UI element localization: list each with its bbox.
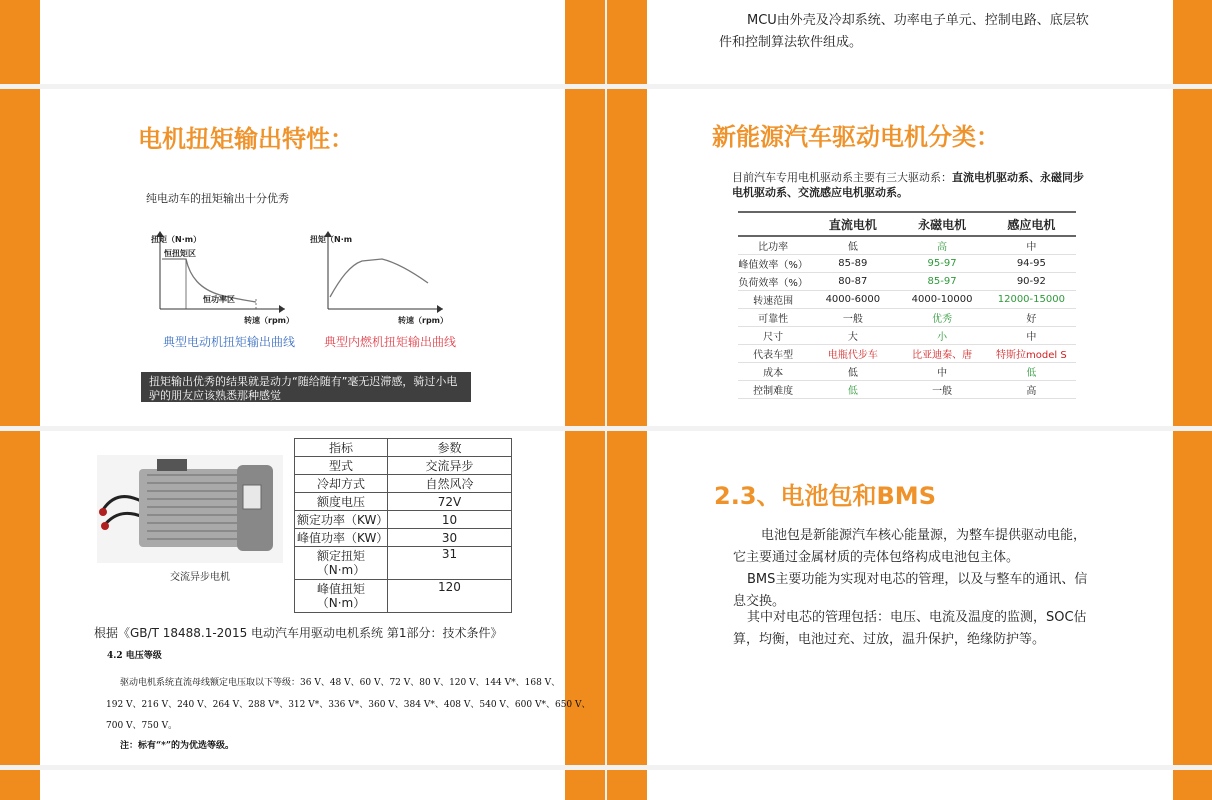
table-row <box>738 381 1076 399</box>
param-value: 120 <box>387 580 511 613</box>
table-cell: 90-92 <box>987 273 1076 291</box>
table-cell: 95-97 <box>897 255 986 273</box>
slide-top-left <box>0 0 605 84</box>
param-name: 峰值功率（KW） <box>295 529 388 547</box>
electric-y-label: 扭矩（N·m） <box>151 235 202 244</box>
table-cell: 高 <box>897 236 986 255</box>
row-label: 控制难度 <box>738 381 808 399</box>
torque-title: 电机扭矩输出特性： <box>138 125 354 153</box>
ice-x-label: 转速（rpm） <box>398 316 449 325</box>
slide-accent-bar-right <box>565 770 605 800</box>
table-cell: 一般 <box>808 309 897 327</box>
std-note: 注：标有“*”的为优选等级。 <box>120 741 235 751</box>
table-cell: 80-87 <box>808 273 897 291</box>
row-label: 尺寸 <box>738 327 808 345</box>
slide-accent-bar-left <box>0 770 40 800</box>
table-cell: 中 <box>987 236 1076 255</box>
electric-caption: 典型电动机扭矩输出曲线 <box>163 335 296 349</box>
table-cell: 特斯拉model S <box>987 345 1076 363</box>
row-label: 转速范围 <box>738 291 808 309</box>
intro-bold: 直流电机驱动系、永磁同步电机驱动系、交流感应电机驱动系。 <box>732 171 1084 199</box>
std-line-1: 驱动电机系统直流母线额定电压取以下等级：36 V、48 V、60 V、72 V、80 V、120 V、144 V*、168 V、 <box>120 678 561 688</box>
std-section-title: 4.2 电压等级 <box>107 651 162 661</box>
table-cell: 中 <box>897 363 986 381</box>
param-name: 额定扭矩 （N·m） <box>295 547 388 580</box>
classification-intro <box>732 170 1084 200</box>
table-cell: 一般 <box>897 381 986 399</box>
mcu-text: MCU由外壳及冷却系统、功率电子单元、控制电路、底层软件和控制算法软件组成。 <box>719 13 1089 50</box>
param-name: 指标 <box>295 439 388 457</box>
battery-paragraph-2: BMS主要功能为实现对电芯的管理，以及与整车的通讯、信息交换。 <box>733 572 1088 609</box>
ac-induction-motor-photo <box>97 455 283 563</box>
slide-accent-bar-right <box>1173 770 1212 800</box>
classification-col-header: 直流电机 <box>808 213 897 236</box>
table-cell: 12000-15000 <box>987 291 1076 309</box>
param-name: 峰值扭矩 （N·m） <box>295 580 388 613</box>
row-label: 代表车型 <box>738 345 808 363</box>
slide-accent-bar-left <box>607 89 647 426</box>
table-row <box>738 236 1076 255</box>
slide-motor-params <box>0 431 605 765</box>
param-name: 型式 <box>295 457 388 475</box>
table-cell: 85-89 <box>808 255 897 273</box>
classification-col-header: 感应电机 <box>987 213 1076 236</box>
param-value: 10 <box>387 511 511 529</box>
motor-photo-caption: 交流异步电机 <box>170 572 230 583</box>
param-value: 31 <box>387 547 511 580</box>
table-cell: 低 <box>808 381 897 399</box>
table-row <box>295 547 512 580</box>
slide-accent-bar-right <box>1173 431 1212 765</box>
param-name: 额定功率（KW） <box>295 511 388 529</box>
table-row <box>738 363 1076 381</box>
table-row <box>295 457 512 475</box>
param-value: 交流异步 <box>387 457 511 475</box>
slide-bottom-left <box>0 770 605 800</box>
slide-mcu <box>607 0 1212 84</box>
table-row <box>738 327 1076 345</box>
table-row <box>738 309 1076 327</box>
ice-caption: 典型内燃机扭矩输出曲线 <box>324 335 457 349</box>
table-row <box>295 529 512 547</box>
row-label: 负荷效率（%） <box>738 273 808 291</box>
table-row <box>295 439 512 457</box>
slide-accent-bar-right <box>1173 0 1212 84</box>
table-cell: 4000-10000 <box>897 291 986 309</box>
table-row <box>295 511 512 529</box>
table-row <box>295 580 512 613</box>
motor-parameter-table <box>294 438 512 613</box>
table-row <box>738 345 1076 363</box>
standard-reference: 根据《GB/T 18488.1-2015 电动汽车用驱动电机系统 第1部分：技术条件》 <box>94 626 503 640</box>
param-value: 参数 <box>387 439 511 457</box>
row-label: 比功率 <box>738 236 808 255</box>
param-value: 自然风冷 <box>387 475 511 493</box>
slide-accent-bar-right <box>565 431 605 765</box>
classification-col-header: 永磁电机 <box>897 213 986 236</box>
slide-accent-bar-right <box>1173 89 1212 426</box>
row-label: 峰值效率（%） <box>738 255 808 273</box>
table-row <box>738 291 1076 309</box>
param-name: 额度电压 <box>295 493 388 511</box>
table-row <box>295 475 512 493</box>
slide-accent-bar-left <box>0 431 40 765</box>
slide-accent-bar-left <box>607 0 647 84</box>
slide-bottom-right <box>607 770 1212 800</box>
param-value: 72V <box>387 493 511 511</box>
table-cell: 低 <box>987 363 1076 381</box>
slide-accent-bar-left <box>0 89 40 426</box>
classification-title: 新能源汽车驱动电机分类： <box>712 123 1000 151</box>
battery-paragraph-3: 其中对电芯的管理包括：电压、电流及温度的监测，SOC估算，均衡，电池过充、过放，温升保护，绝缘防护等。 <box>733 610 1087 647</box>
slide-accent-bar-left <box>607 431 647 765</box>
motor-classification-table <box>738 213 1076 399</box>
electric-zone2-label: 恒功率区 <box>203 295 235 304</box>
table-cell: 低 <box>808 236 897 255</box>
table-cell: 85-97 <box>897 273 986 291</box>
table-cell: 电瓶代步车 <box>808 345 897 363</box>
table-cell: 中 <box>987 327 1076 345</box>
table-cell: 4000-6000 <box>808 291 897 309</box>
std-line-3: 700 V、750 V。 <box>106 721 178 731</box>
row-label: 成本 <box>738 363 808 381</box>
torque-subtitle: 纯电动车的扭矩输出十分优秀 <box>146 192 289 205</box>
table-cell: 大 <box>808 327 897 345</box>
slide-accent-bar-left <box>607 770 647 800</box>
table-cell: 高 <box>987 381 1076 399</box>
slide-classification <box>607 89 1212 426</box>
std-line-2: 192 V、216 V、240 V、264 V、288 V*、312 V*、336 V*、360 V、384 V*、408 V、540 V、600 V*、650 V、 <box>106 700 591 710</box>
electric-zone1-label: 恒扭矩区 <box>164 249 196 258</box>
table-cell: 比亚迪秦、唐 <box>897 345 986 363</box>
battery-title: 2.3、电池包和BMS <box>714 482 936 510</box>
intro-normal: 目前汽车专用电机驱动系主要有三大驱动系： <box>732 171 952 184</box>
table-row <box>738 273 1076 291</box>
table-row <box>738 255 1076 273</box>
table-row <box>295 493 512 511</box>
slide-accent-bar-left <box>0 0 40 84</box>
table-cell: 优秀 <box>897 309 986 327</box>
ice-y-label: 扭矩（N·m <box>310 235 353 244</box>
row-label: 可靠性 <box>738 309 808 327</box>
param-name: 冷却方式 <box>295 475 388 493</box>
param-value: 30 <box>387 529 511 547</box>
table-cell: 好 <box>987 309 1076 327</box>
slide-accent-bar-right <box>565 89 605 426</box>
electric-x-label: 转速（rpm） <box>244 316 295 325</box>
table-cell: 低 <box>808 363 897 381</box>
torque-note: 扭矩输出优秀的结果就是动力“随给随有”毫无迟滞感，骑过小电驴的朋友应该熟悉那种感觉 <box>141 372 471 402</box>
slide-torque <box>0 89 605 426</box>
slide-battery <box>607 431 1212 765</box>
slide-accent-bar-right <box>565 0 605 84</box>
table-cell: 94-95 <box>987 255 1076 273</box>
classification-col-header <box>738 213 808 236</box>
table-cell: 小 <box>897 327 986 345</box>
battery-paragraph-1: 电池包是新能源汽车核心能量源，为整车提供驱动电能，它主要通过金属材质的壳体包络构成电池包主体。 <box>733 528 1087 565</box>
